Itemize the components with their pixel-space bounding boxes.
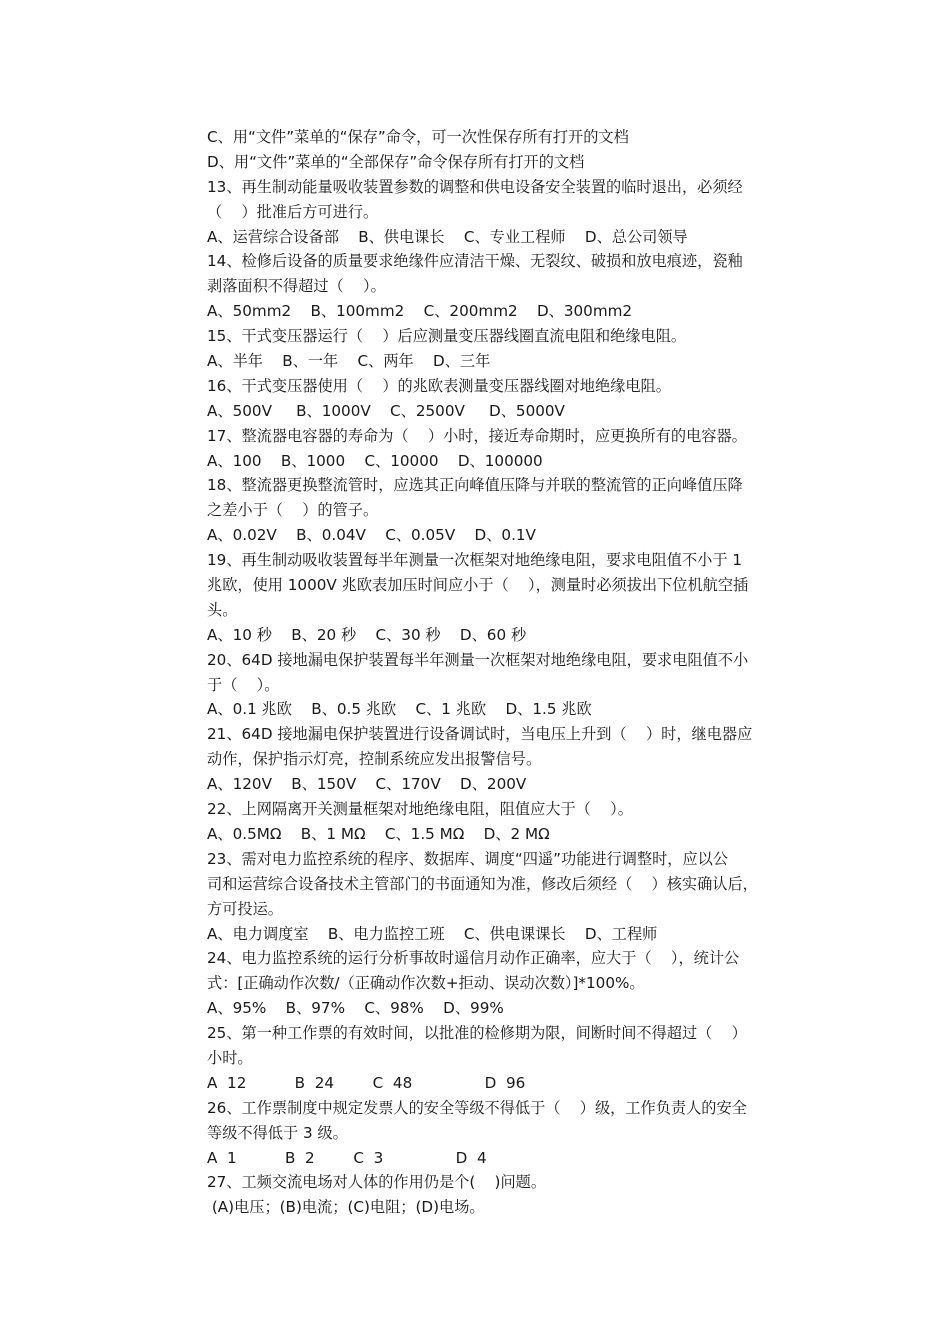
- text-line: 剥落面积不得超过（ ）。: [207, 277, 386, 296]
- text-line: 头。: [207, 600, 238, 619]
- question-19: 19、再生制动吸收装置每半年测量一次框架对地绝缘电阻，要求电阻值不小于 1: [207, 551, 743, 570]
- question-23: 23、需对电力监控系统的程序、数据库、调度“四遥”功能进行调整时，应以公: [207, 849, 729, 868]
- answer-options: A 12 B 24 C 48 D 96: [207, 1073, 526, 1092]
- answer-options: A、120V B、150V C、170V D、200V: [207, 775, 527, 794]
- answer-options: A、半年 B、一年 C、两年 D、三年: [207, 352, 491, 371]
- question-16: 16、干式变压器使用（ ）的兆欧表测量变压器线圈对地绝缘电阻。: [207, 376, 671, 395]
- answer-options: A、0.5MΩ B、1 MΩ C、1.5 MΩ D、2 MΩ: [207, 824, 550, 843]
- answer-options: (A)电压；(B)电流；(C)电阻；(D)电场。: [207, 1198, 485, 1217]
- text-line: 司和运营综合设备技术主管部门的书面通知为准，修改后须经（ ）核实确认后，: [207, 874, 758, 893]
- text-line: 等级不得低于 3 级。: [207, 1123, 348, 1142]
- question-24: 24、电力监控系统的运行分析事故时遥信月动作正确率，应大于（ ），统计公: [207, 949, 740, 968]
- answer-options: A 1 B 2 C 3 D 4: [207, 1148, 487, 1167]
- text-line: （ ）批准后方可进行。: [207, 202, 379, 221]
- answer-options: A、0.02V B、0.04V C、0.05V D、0.1V: [207, 526, 536, 545]
- text-line: 兆欧，使用 1000V 兆欧表加压时间应小于（ ），测量时必须拔出下位机航空插: [207, 576, 749, 595]
- question-15: 15、干式变压器运行（ ）后应测量变压器线圈直流电阻和绝缘电阻。: [207, 327, 687, 346]
- question-25: 25、第一种工作票的有效时间，以批准的检修期为限，间断时间不得超过（ ）: [207, 1024, 747, 1043]
- answer-options: A、500V B、1000V C、2500V D、5000V: [207, 401, 565, 420]
- document-page: [207, 125, 819, 1220]
- question-27: 27、工频交流电场对人体的作用仍是个( )问题。: [207, 1173, 547, 1192]
- answer-options: A、50mm2 B、100mm2 C、200mm2 D、300mm2: [207, 302, 633, 321]
- question-21: 21、64D 接地漏电保护装置进行设备调试时，当电压上升到（ ）时，继电器应: [207, 725, 753, 744]
- answer-options: A、电力调度室 B、电力监控工班 C、供电课课长 D、工程师: [207, 924, 658, 943]
- text-line: 之差小于（ ）的管子。: [207, 501, 379, 520]
- text-line: D、用“文件”菜单的“全部保存”命令保存所有打开的文档: [207, 152, 585, 171]
- text-line: 小时。: [207, 1048, 253, 1067]
- text-line: 于（ ）。: [207, 675, 280, 694]
- question-13: 13、再生制动能量吸收装置参数的调整和供电设备安全装置的临时退出，必须经: [207, 177, 743, 196]
- answer-options: A、运营综合设备部 B、供电课长 C、专业工程师 D、总公司领导: [207, 227, 688, 246]
- question-20: 20、64D 接地漏电保护装置每半年测量一次框架对地绝缘电阻，要求电阻值不小: [207, 650, 749, 669]
- question-18: 18、整流器更换整流管时，应选其正向峰值压降与并联的整流管的正向峰值压降: [207, 476, 743, 495]
- question-14: 14、检修后设备的质量要求绝缘件应清洁干燥、无裂纹、破损和放电痕迹，瓷釉: [207, 252, 743, 271]
- text-line: C、用“文件”菜单的“保存”命令，可一次性保存所有打开的文档: [207, 128, 629, 146]
- answer-options: A、100 B、1000 C、10000 D、100000: [207, 451, 543, 470]
- text-line: 式：[正确动作次数/（正确动作次数+拒动、误动次数）]*100%。: [207, 974, 645, 993]
- question-22: 22、上网隔离开关测量框架对地绝缘电阻，阻值应大于（ ）。: [207, 800, 633, 819]
- text-line: 方可投运。: [207, 899, 283, 918]
- answer-options: A、0.1 兆欧 B、0.5 兆欧 C、1 兆欧 D、1.5 兆欧: [207, 700, 592, 719]
- answer-options: A、10 秒 B、20 秒 C、30 秒 D、60 秒: [207, 625, 527, 644]
- question-17: 17、整流器电容器的寿命为（ ）小时，接近寿命期时，应更换所有的电容器。: [207, 426, 747, 445]
- answer-options: A、95% B、97% C、98% D、99%: [207, 999, 504, 1018]
- text-line: 动作，保护指示灯亮，控制系统应发出报警信号。: [207, 750, 542, 769]
- question-26: 26、工作票制度中规定发票人的安全等级不得低于（ ）级，工作负责人的安全: [207, 1098, 747, 1117]
